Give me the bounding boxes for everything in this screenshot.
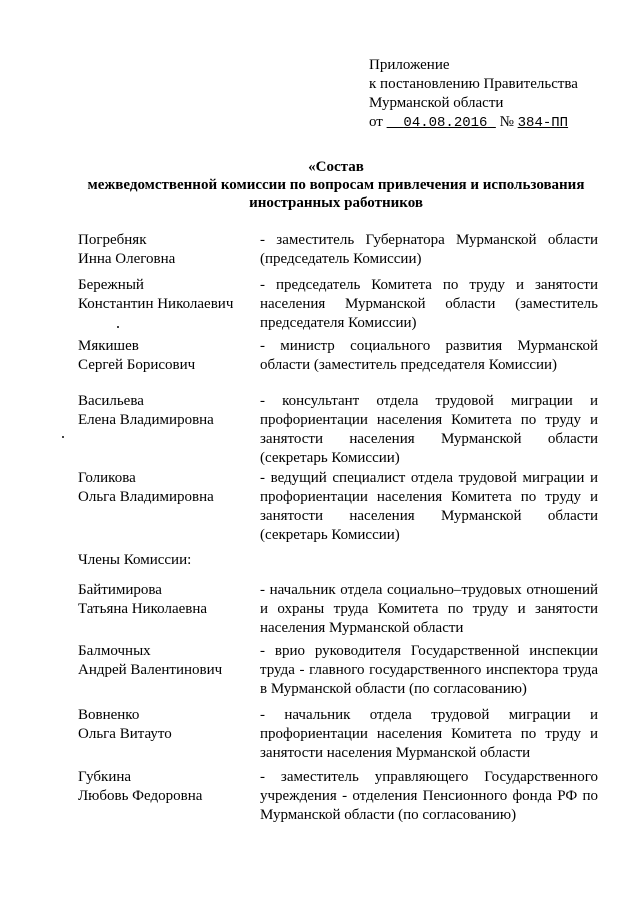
member-name: [78, 231, 258, 269]
appendix-resolution: к постановлению Правительства: [369, 76, 578, 92]
member-given-name: Елена Владимировна: [78, 412, 214, 428]
appendix-region: Мурманской области: [369, 95, 504, 111]
member-name: [78, 469, 258, 507]
scan-speck: [62, 436, 64, 438]
member-role: - заместитель Губернатора Мурманской области (председатель Комиссии): [260, 232, 598, 267]
member-role: - министр социального развития Мурманской области (заместитель председателя Комиссии): [260, 338, 598, 373]
member-surname: Бережный: [78, 277, 144, 293]
document-title: [50, 158, 622, 212]
section-label-members: Члены Комиссии:: [78, 552, 192, 568]
member-surname: Васильева: [78, 393, 144, 409]
member-given-name: Сергей Борисович: [78, 357, 196, 373]
title-line-1: «Состав: [308, 159, 364, 175]
member-role: - начальник отдела трудовой миграции и профориентации населения Комитета по труду и занятости населения Мурманской области: [260, 707, 598, 761]
member-role: - председатель Комитета по труду и занятости населения Мурманской области (заместитель председателя Комиссии): [260, 277, 598, 331]
member-name: [78, 392, 258, 430]
member-surname: Байтимирова: [78, 582, 162, 598]
title-line-2: межведомственной комиссии по вопросам привлечения и использования: [87, 177, 585, 193]
member-surname: Погребняк: [78, 232, 147, 248]
member-role: - начальник отдела социально–трудовых отношений и охраны труда Комитета по труду и занятости населения Мурманской области: [260, 582, 598, 636]
member-surname: Голикова: [78, 470, 136, 486]
member-given-name: Ольга Витауто: [78, 726, 172, 742]
appendix-header: [369, 56, 578, 133]
member-given-name: Андрей Валентинович: [78, 662, 223, 678]
appendix-title: Приложение: [369, 57, 450, 73]
member-name: [78, 581, 258, 619]
member-name: [78, 276, 258, 314]
appendix-date-line: [369, 113, 578, 133]
resolution-date: 04.08.2016: [403, 115, 488, 131]
member-role: - ведущий специалист отдела трудовой миграции и профориентации населения Комитета по труду и занятости населения Мурманской области (секретарь Комиссии): [260, 470, 598, 543]
member-name: [78, 337, 258, 375]
member-role: - консультант отдела трудовой миграции и профориентации населения Комитета по труду и занятости населения Мурманской области (секретарь Комиссии): [260, 393, 598, 466]
title-line-3: иностранных работников: [249, 195, 423, 211]
member-surname: Мякишев: [78, 338, 139, 354]
member-given-name: Татьяна Николаевна: [78, 601, 208, 617]
number-label: №: [499, 114, 514, 130]
member-given-name: Константин Николаевич: [78, 296, 234, 312]
member-name: [78, 768, 258, 806]
scan-speck: [117, 326, 119, 328]
member-role: - врио руководителя Государственной инспекции труда - главного государственного инспектора труда в Мурманской области (по согласованию): [260, 643, 598, 697]
member-surname: Губкина: [78, 769, 132, 785]
member-role: - заместитель управляющего Государственного учреждения - отделения Пенсионного фонда РФ по Мурманской области (по согласованию): [260, 769, 598, 823]
member-name: [78, 706, 258, 744]
resolution-number: 384-ПП: [517, 115, 569, 131]
member-given-name: Ольга Владимировна: [78, 489, 214, 505]
member-surname: Вовненко: [78, 707, 140, 723]
member-given-name: Инна Олеговна: [78, 251, 176, 267]
member-surname: Балмочных: [78, 643, 151, 659]
member-name: [78, 642, 258, 680]
from-label: от: [369, 114, 383, 130]
member-given-name: Любовь Федоровна: [78, 788, 203, 804]
